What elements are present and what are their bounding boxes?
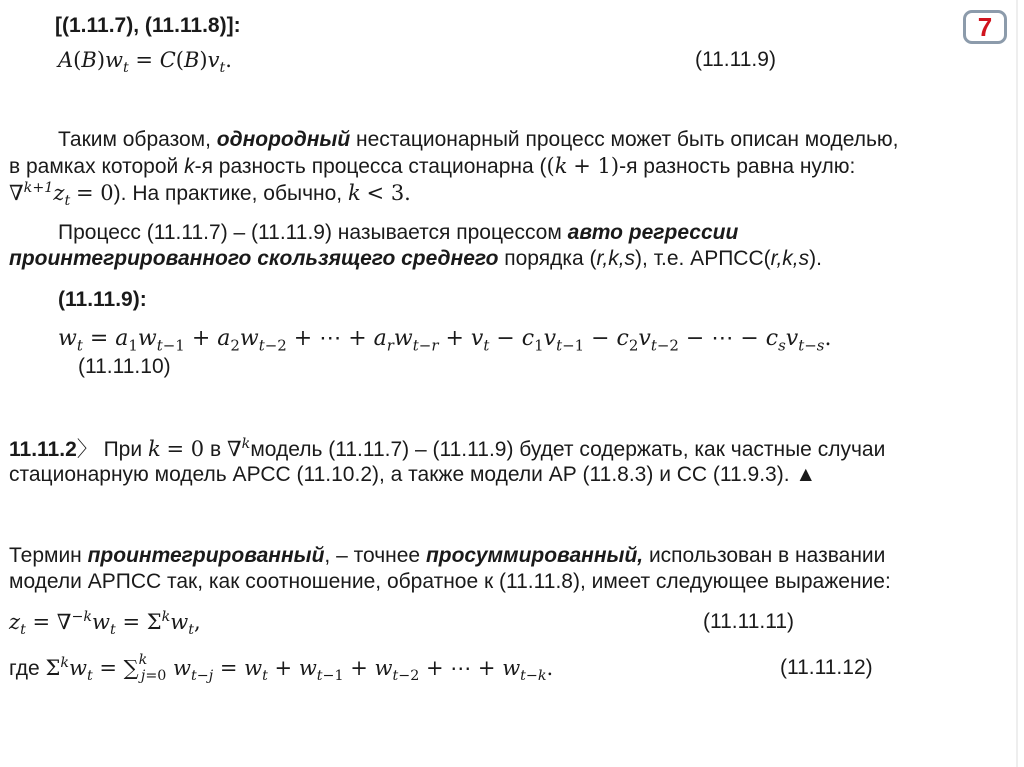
paragraph-1-line-1: Таким образом, однородный нестационарный процесс может быть описан моделью, (58, 128, 899, 151)
equation-number-11: (11.11.11) (703, 610, 795, 633)
paragraph-1-line-3: $\nabla^{k+1}z_t = 0$). На практике, обычно, k < 3. (9, 180, 411, 210)
paragraph-1-line-2: в рамках которой k-я разность процесса стационарна ((k + 1)-я разность равна нулю: (9, 154, 856, 178)
page-number: 7 (977, 11, 993, 42)
equation-11-11-11: $z_t = \nabla^{-k}w_t = \Sigma^kw_t$, (9, 609, 201, 639)
equation-11-11-9: $A(B)w_t = C(B)v_t$. (58, 48, 232, 77)
remark-line-2: стационарную модель АРСС (11.10.2), а также модели АР (11.8.3) и СС (11.9.3). ▲ (9, 463, 817, 486)
term-paragraph-line-1: Термин проинтегрированный, – точнее просуммированный, использован в названии (9, 544, 886, 567)
header-ref: [(1.11.7), (11.11.8)]: (55, 14, 241, 37)
slide-edge (1016, 0, 1018, 767)
page-number-badge (963, 10, 1007, 44)
remark-line-1: 11.11.2〉 При k = 0 в ∇$^k$модель (11.11.7) – (11.11.9) будет содержать, как частные случаи (9, 436, 886, 461)
reference-11-11-9: (11.11.9): (58, 288, 147, 311)
equation-number-10: (11.11.10) (78, 355, 171, 378)
paragraph-2-line-2: проинтегрированного скользящего среднего порядка (r,k,s), т.е. АРПСС(r,k,s). (9, 247, 822, 270)
equation-number-9: (11.11.9) (695, 48, 776, 71)
equation-number-12: (11.11.12) (780, 656, 873, 679)
equation-11-11-10: $w_t = a_1w_{t-1} + a_2w_{t-2}$ + ⋯ + $a_rw_{t-r} + v_t - c_1v_{t-1} - c_2v_{t-2}$ − ⋯ − $c_sv_{t-s}$. (58, 326, 832, 355)
paragraph-2-line-1: Процесс (11.11.7) – (11.11.9) называется процессом авто регрессии (58, 221, 739, 244)
equation-11-11-12: где $\Sigma^kw_t = \sum^k_{j=0}$ $w_{t-j} = w_t + w_{t-1} + w_{t-2}$ + ⋯ + $w_{t-k}$. (9, 652, 554, 685)
term-paragraph-line-2: модели АРПСС так, как соотношение, обратное к (11.11.8), имеет следующее выражение: (9, 570, 891, 593)
